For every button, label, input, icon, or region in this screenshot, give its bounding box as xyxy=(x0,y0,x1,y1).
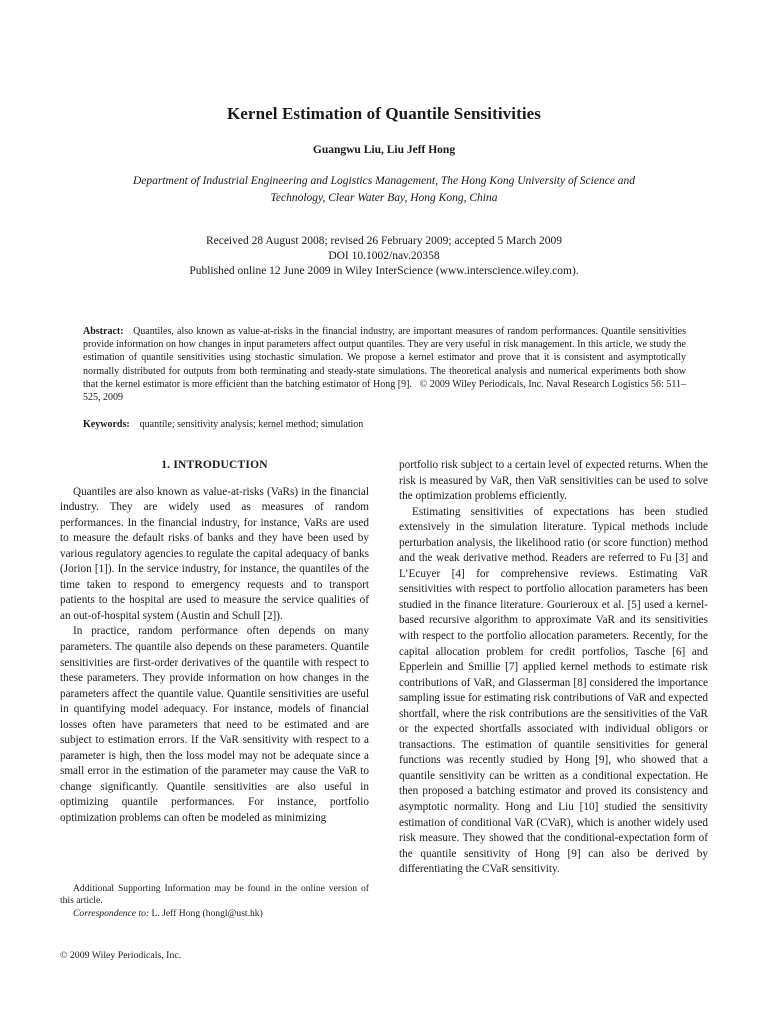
abstract-text: Quantiles, also known as value-at-risks in the financial industry, are important measures of random performances. Quantile sensitivities provide information on how changes in input parameters affect output quantiles. They are very useful in risk management. In this article, we study the estimation of quantile sensitivities using stochastic simulation. We propose a kernel estimator and prove that it is consistent and asymptotically normally distributed for outputs from both terminating and steady-state simulations. The theoretical analysis and numerical experiments both show that the kernel estimator is more efficient than the batching estimator of Hong [9]. xyxy=(83,326,687,390)
paper-title: Kernel Estimation of Quantile Sensitivities xyxy=(226,104,542,123)
keywords-text: quantile; sensitivity analysis; kernel method; simulation xyxy=(139,419,364,430)
body-paragraph: Quantiles are also known as value-at-risks (VaRs) in the financial industry. They are widely used as measures of random performances. In the financial industry, for instance, VaRs are used to measure the default risks of banks and they have been used by various regulatory agencies to regulate the capital adequacy of banks (Jorion [1]). In the service industry, for instance, the quantiles of the time taken to respond to emergency requests and to transport patients to the hospital are used to measure the service qualities of an out-of-hospital system (Austin and Schull [2]). xyxy=(60,485,369,622)
received-dates: Received 28 August 2008; revised 26 February 2009; accepted 5 March 2009 xyxy=(205,235,563,247)
body-paragraph-continued: portfolio risk subject to a certain level of expected returns. When the risk is measured by VaR, then VaR sensitivities can be used to solve the optimization problems efficiently. xyxy=(399,459,708,503)
supporting-info-note: Additional Supporting Information may be found in the online version of this article. xyxy=(60,883,369,907)
correspondence-note xyxy=(60,908,369,920)
body-paragraph: In practice, random performance often depends on many parameters. The quantile also depends on these parameters. Quantile sensitivities are first-order derivatives of the quantile with respect to these parameters. They provide information on how changes in the parameters affect the quantile value. Quantile sensitivities are useful in quantifying model adequacy. For instance, models of financial losses often have parameters that need to be estimated and are subject to estimation errors. If the VaR sensitivity with respect to a parameter is high, then the loss model may not be adequate since a small error in the estimation of the parameter may cause the VaR to change significantly. Quantile sensitivities are also useful in optimizing quantile performances. For instance, portfolio optimization problems can often be modeled as minimizing xyxy=(60,625,369,825)
keywords-block xyxy=(83,418,686,431)
correspondence-text: L. Jeff Hong (hongl@ust.hk) xyxy=(151,907,263,919)
abstract-block xyxy=(83,325,686,404)
journal-info: © 2009 Wiley Periodicals, Inc. Naval Research Logistics 56: 511–525, 2009 xyxy=(83,378,687,404)
section-heading-introduction: 1. INTRODUCTION xyxy=(161,459,268,471)
publication-dates xyxy=(0,234,768,279)
published-online-line: Published online 12 June 2009 in Wiley InterScience (www.interscience.wiley.com). xyxy=(189,265,579,277)
doi-line: DOI 10.1002/nav.20358 xyxy=(328,250,440,262)
body-paragraph: Estimating sensitivities of expectations has been studied extensively in the simulation literature. Typical methods include perturbation analysis, the likelihood ratio (or score function) method and the weak derivative method. Readers are referred to Fu [3] and L’Ecuyer [4] for comprehensive reviews. Estimating VaR sensitivities with respect to portfolio allocation parameters has been studied in the finance literature. Gourieroux et al. [5] used a kernel-based recursive algorithm to approximate VaR and its sensitivities with respect to the portfolio allocation parameters. Recently, for the capital allocation problem for credit portfolios, Tasche [6] and Epperlein and Smillie [7] applied kernel methods to estimate risk contributions of VaR, and Glasserman [8] considered the importance sampling issue for estimating risk contributions of VaR and expected shortfall, where the risk contributions are the sensitivities of the VaR or the expected shortfalls associated with individual obligors or transactions. The estimation of quantile sensitivities for general functions was recently studied by Hong [9], who showed that a quantile sensitivity can be written as a conditional expectation. He then proposed a batching estimator and proved its consistency and asymptotic normality. Hong and Liu [10] studied the sensitivity estimation of conditional VaR (CVaR), which is another widely used risk measure. They showed that the conditional-expectation form of the quantile sensitivity of Hong [9] can also be derived by differentiating the CVaR sensitivity. xyxy=(399,505,708,876)
right-column xyxy=(399,458,708,878)
left-column xyxy=(60,458,369,827)
keywords-label: Keywords: xyxy=(83,419,130,430)
footnote-block xyxy=(60,883,369,920)
author-list: Guangwu Liu, Liu Jeff Hong xyxy=(312,144,456,156)
author-affiliation: Department of Industrial Engineering and Logistics Management, The Hong Kong University of Science and Technology, Clear Water Bay, Hong Kong, China xyxy=(132,175,636,204)
copyright-notice: © 2009 Wiley Periodicals, Inc. xyxy=(60,950,182,961)
correspondence-label: Correspondence to: xyxy=(73,907,150,919)
abstract-label: Abstract: xyxy=(83,326,124,337)
